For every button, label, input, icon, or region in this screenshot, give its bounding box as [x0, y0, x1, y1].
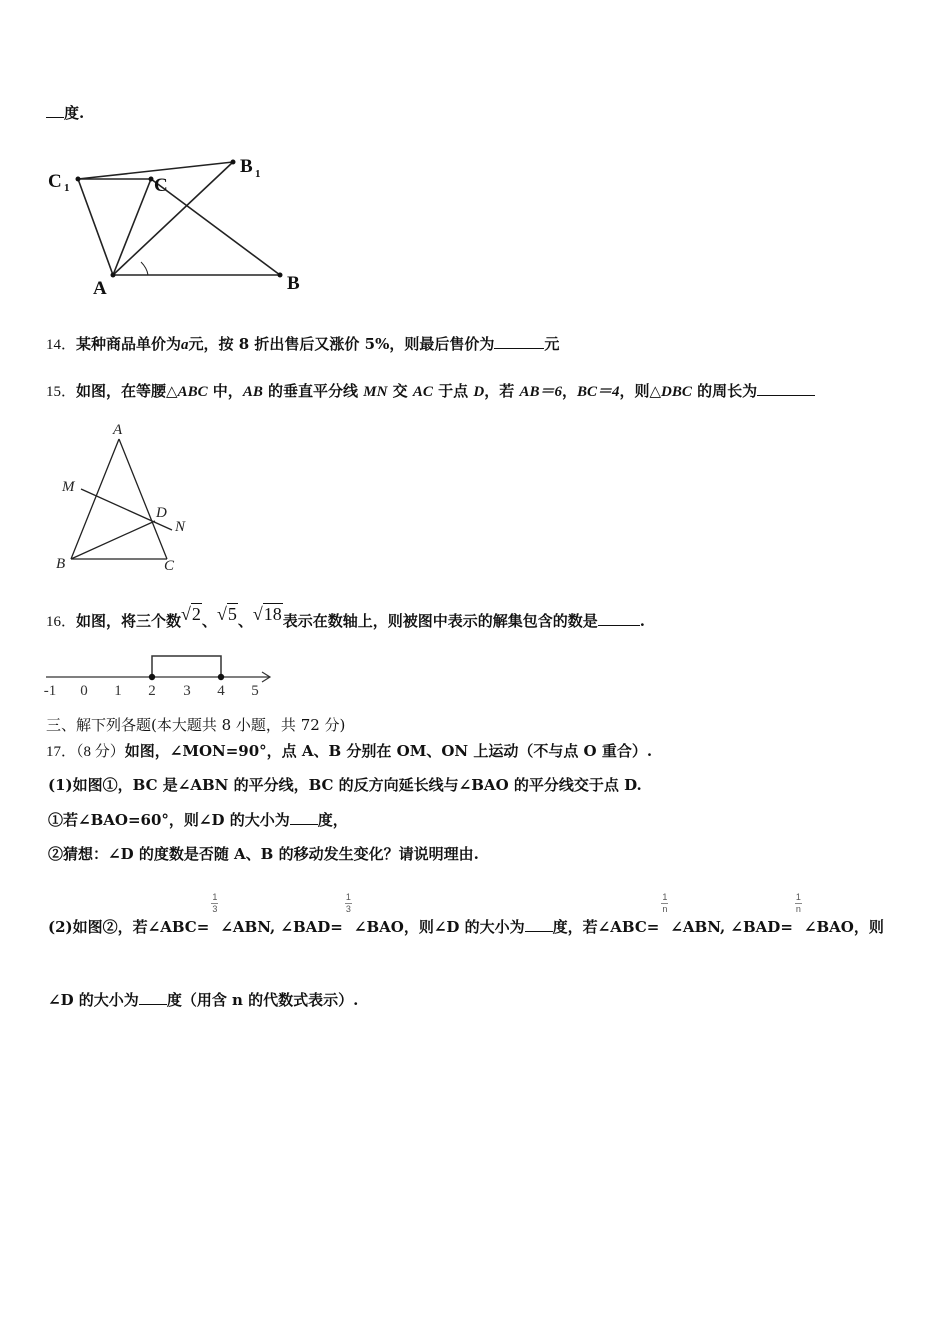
q17-part1: (1)如图①，BC 是∠ABN 的平分线，BC 的反方向延长线与∠BAO 的平分线交于点 D.: [48, 776, 642, 794]
svg-text:2: 2: [148, 683, 156, 699]
answer-blank[interactable]: [598, 611, 640, 626]
label-c1: C: [48, 171, 62, 192]
svg-text:3: 3: [183, 683, 191, 699]
fraction-1-3: $\frac{1}{3}$: [345, 892, 351, 914]
q17-part2: (2)如图②，若∠ABC= $\frac{1}{3}\angle ABN$, ∠BAD= $\frac{1}{3}\angle BAO$，则∠D 的大小为 度，若∠ABC= $\frac{1}{n}\angle ABN$, ∠BAD= $\frac{1}{n}\angle BAO$，则: [48, 892, 884, 936]
question-number: 16．: [46, 614, 77, 630]
question-15: 15．如图，在等腰△ABC 中，AB 的垂直平分线 MN 交 AC 于点 D，若 AB＝6，BC＝4，则△DBC 的周长为: [46, 380, 815, 401]
sqrt-5: √5: [216, 604, 237, 624]
svg-text:M: M: [62, 479, 75, 495]
label-b1: B: [240, 156, 253, 177]
fraction-1-n: $\frac{1}{n}$: [662, 892, 668, 914]
svg-text:A: A: [113, 422, 123, 438]
svg-text:4: 4: [217, 683, 225, 699]
svg-text:5: 5: [251, 683, 259, 699]
question-number: 15．: [46, 384, 77, 400]
question-16: 16．如图，将三个数√2、√5、√18表示在数轴上，则被图中表示的解集包含的数是 .: [46, 604, 645, 630]
answer-blank[interactable]: [290, 810, 318, 825]
answer-blank[interactable]: [494, 334, 544, 349]
figure-isosceles-triangle: [50, 418, 210, 578]
question-number: 14．: [46, 337, 77, 353]
figure-rotated-triangle: [40, 150, 320, 300]
svg-text:0: 0: [80, 683, 88, 699]
q17-sub1: ①若∠BAO=60°，则∠D 的大小为 度，: [48, 811, 348, 829]
svg-text:D: D: [156, 505, 167, 521]
q17-sub2: ②猜想：∠D 的度数是否随 A、B 的移动发生变化？请说明理由.: [48, 845, 479, 863]
sqrt-2: √2: [181, 604, 201, 624]
answer-blank[interactable]: [139, 990, 167, 1005]
svg-text:N: N: [175, 519, 186, 535]
label-c: C: [154, 175, 168, 196]
question-number: 17．: [46, 744, 77, 760]
q13-tail: [46, 102, 84, 123]
svg-text:-1: -1: [43, 683, 57, 699]
question-17: 17．（8 分）如图，∠MON=90°，点 A、B 分别在 OM、ON 上运动（不与点 O 重合）.: [46, 742, 653, 760]
label-b: B: [287, 273, 300, 294]
answer-blank[interactable]: [46, 103, 64, 118]
svg-text:1: 1: [114, 683, 122, 699]
q14-text-mid: 元，按 8 折出售后又涨价 5%，则最后售价为: [188, 335, 495, 353]
question-14: [46, 333, 559, 354]
q13-suffix: 度.: [64, 104, 85, 122]
svg-text:1: 1: [255, 168, 261, 180]
answer-blank[interactable]: [757, 381, 815, 396]
answer-blank[interactable]: [525, 917, 553, 932]
svg-text:1: 1: [64, 182, 70, 194]
svg-text:B: B: [56, 556, 66, 572]
q14-unit: 元: [544, 335, 560, 353]
fraction-1-3: $\frac{1}{3}$: [212, 892, 218, 914]
fraction-1-n: $\frac{1}{n}$: [795, 892, 801, 914]
question-points: （8 分）: [76, 744, 125, 760]
sqrt-18: √18: [252, 604, 282, 624]
label-a: A: [93, 278, 107, 299]
q14-text: 某种商品单价为: [76, 335, 182, 353]
svg-text:C: C: [164, 558, 175, 574]
q17-part2-line2: ∠D 的大小为 度（用含 n 的代数式表示）.: [48, 991, 359, 1009]
number-line: [38, 650, 278, 700]
section-heading: 三、解下列各题(本大题共 8 小题，共 72 分): [46, 716, 346, 734]
var-a: a: [181, 337, 189, 353]
